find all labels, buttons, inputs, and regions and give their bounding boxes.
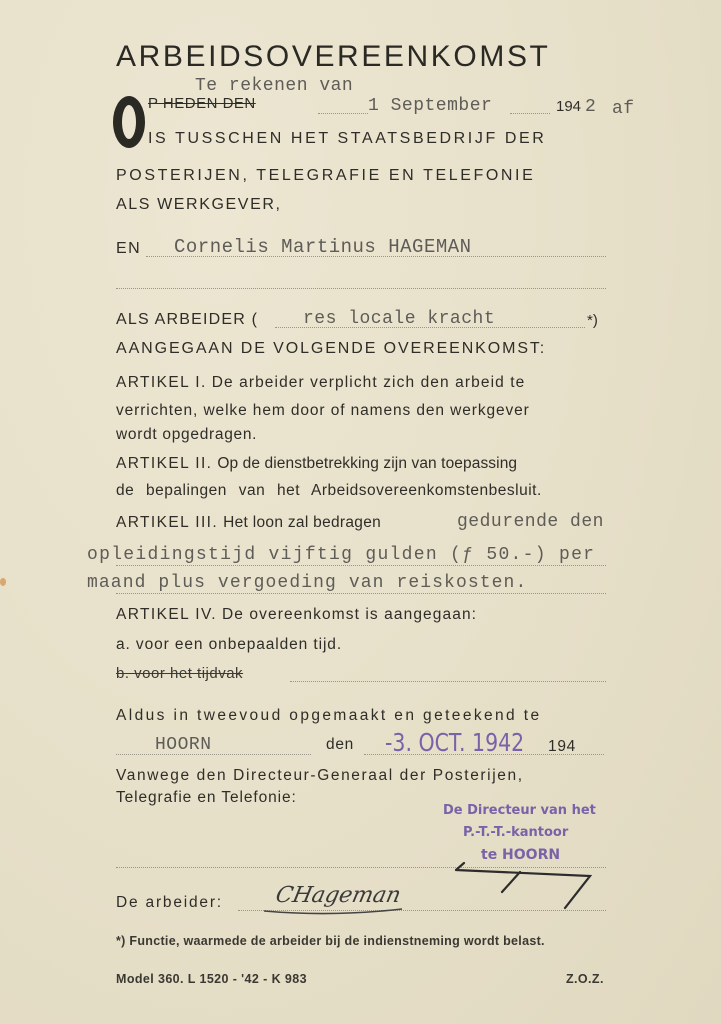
typed-year-suffix: 2 [585, 97, 597, 117]
article-4-option-a: a. voor een onbepaalden tijd. [116, 636, 343, 653]
article-3-typed-1: gedurende den [457, 512, 604, 532]
director-signature-stroke [450, 858, 600, 918]
article-3-typed-2: opleidingstijd vijftig gulden (ƒ 50.-) per [87, 545, 596, 565]
opening-line-2: IS TUSSCHEN HET STAATSBEDRIJF DER [148, 130, 547, 147]
role-value: res locale kracht [303, 309, 496, 329]
dotted-line [116, 754, 311, 755]
article-4-text: De overeenkomst is aangegaan: [222, 606, 478, 623]
article-1-line-2: verrichten, welke hem door of namens den werkgever [116, 402, 530, 419]
article-1-line-1: De arbeider verplicht zich den arbeid te [211, 374, 526, 391]
dotted-line [290, 681, 606, 682]
dotted-line [116, 288, 606, 289]
struck-heden-den: P HEDEN DEN [148, 95, 256, 112]
opening-line-4: ALS WERKGEVER, [116, 196, 282, 213]
document-title: ARBEIDSOVEREENKOMST [116, 40, 551, 73]
role-label: ALS ARBEIDER ( [116, 311, 259, 328]
article-2-line-2: de bepalingen van het Arbeidsovereenkomstenbesluit. [116, 482, 542, 499]
article-4-label: ARTIKEL IV. [116, 606, 217, 623]
decorative-initial-o [113, 96, 145, 148]
footnote: *) Functie, waarmede de arbeider bij de indienstneming wordt belast. [116, 934, 545, 948]
stamp-line-3: te HOORN [481, 847, 561, 863]
employee-name: Cornelis Martinus HAGEMAN [174, 236, 472, 258]
article-3-label: ARTIKEL III. [116, 514, 219, 531]
stamp-line-2: P.-T.-T.-kantoor [463, 825, 569, 840]
on-behalf-line-1: Vanwege den Directeur-Generaal der Posterijen, [116, 767, 524, 784]
printed-year: 194 [556, 98, 582, 115]
stamp-line-1: De Directeur van het [443, 803, 596, 818]
typed-insert-te-rekenen-van: Te rekenen van [195, 76, 354, 96]
article-3-typed-3: maand plus vergoeding van reiskosten. [87, 573, 528, 593]
article-1-label: ARTIKEL I. [116, 374, 207, 391]
footer-model-number: Model 360. L 1520 - '42 - K 983 [116, 972, 307, 986]
dotted-line [116, 565, 606, 566]
opening-line-3: POSTERIJEN, TELEGRAFIE EN TELEFONIE [116, 167, 536, 184]
article-3-printed: Het loon zal bedragen [223, 514, 382, 531]
employee-label: EN [116, 240, 142, 257]
article-2-label: ARTIKEL II. [116, 455, 213, 472]
signing-place: HOORN [155, 735, 212, 755]
article-4-option-b-struck: b. voor het tijdvak [116, 665, 244, 682]
on-behalf-line-2: Telegrafie en Telefonie: [116, 789, 297, 806]
article-1-line-3: wordt opgedragen. [116, 426, 258, 443]
employee-signature: CHageman [273, 883, 404, 908]
article-2-line-1: Op de dienstbetrekking zijn van toepassing [217, 455, 518, 472]
role-footnote-marker: *) [587, 312, 598, 329]
signature-underline [262, 905, 412, 917]
dotted-line [116, 593, 606, 594]
dotted-line [510, 113, 550, 114]
footer-zoz: Z.O.Z. [566, 972, 604, 986]
signing-printed-year: 194 [548, 738, 576, 755]
signing-den: den [326, 736, 354, 753]
date-stamp: -3. OCT. 1942 [385, 728, 525, 757]
agreement-heading: AANGEGAAN DE VOLGENDE OVEREENKOMST: [116, 340, 547, 357]
employee-signature-label: De arbeider: [116, 894, 223, 911]
typed-af: af [612, 99, 635, 119]
signing-line: Aldus in tweevoud opgemaakt en geteekend te [116, 707, 542, 724]
paper-stain [0, 578, 6, 586]
typed-start-date: 1 September [368, 96, 493, 116]
dotted-line [318, 113, 368, 114]
